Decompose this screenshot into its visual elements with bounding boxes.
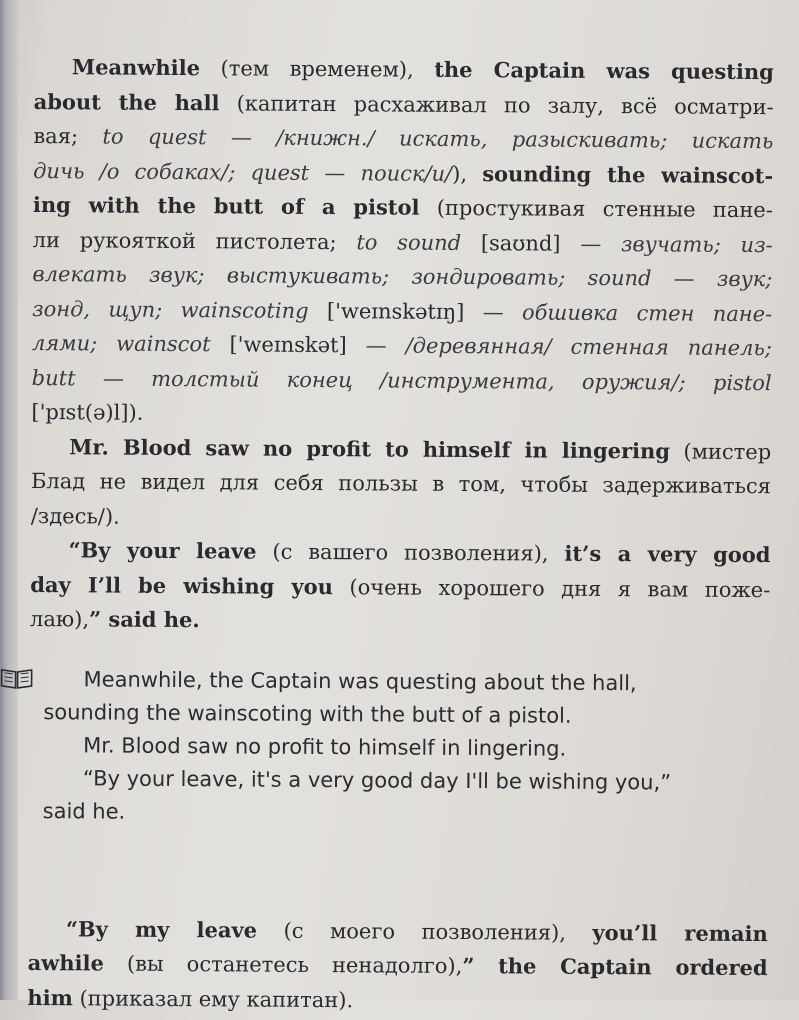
text-line [34, 84, 774, 124]
bold-phrase: awhile [27, 949, 104, 976]
paragraph-by-my-leave [27, 911, 768, 1020]
italic-gloss: butt — толстый конец /инструмента, оружия/; pistol [31, 365, 772, 395]
text-line [30, 567, 770, 607]
reading-text-block [29, 662, 770, 832]
text-line [32, 257, 772, 297]
bold-phrase: ” said he. [88, 606, 200, 633]
italic-gloss: дичь /о собаках/; quest — поиск/и/ [33, 158, 453, 186]
plain-text: (вы останетесь ненадолго), [103, 951, 463, 979]
reading-line: said he. [42, 798, 126, 824]
plain-text: [saʊnd] [461, 230, 581, 256]
text-line [27, 980, 767, 1020]
paragraph-meanwhile [31, 50, 774, 435]
bold-phrase: it’s a very good [564, 540, 771, 568]
paragraph-mr-blood [31, 429, 772, 538]
italic-gloss: — обшивка стен пане- [482, 299, 773, 326]
text-line [33, 222, 773, 262]
plain-text: ['weɪnskətɪŋ] [308, 298, 483, 324]
italic-gloss: to sound [356, 229, 462, 255]
plain-text: (капитан расхаживал по залу, всё осматри- [219, 90, 774, 119]
plain-text: /здесь/). [30, 503, 120, 529]
text-line [34, 50, 774, 90]
bold-phrase: you’ll remain [592, 919, 768, 946]
reading-line: “By your leave, it's a very good day I'll be wishing you,” [82, 765, 672, 794]
bold-phrase: Meanwhile [71, 54, 201, 81]
text-line [30, 602, 770, 642]
reading-line: sounding the wainscoting with the butt of a pistol. [43, 699, 572, 728]
plain-text: (простукивая стенные пане- [419, 195, 773, 223]
bold-phrase: “By your leave [68, 537, 257, 564]
bold-phrase: ” the Captain ordered [462, 953, 768, 981]
bold-phrase: Mr. Blood saw no profit to himself in lingering [69, 433, 671, 463]
text-line [31, 498, 771, 538]
reading-line: Meanwhile, the Captain was questing about the hall, [83, 666, 637, 695]
plain-text: ли рукояткой пистолета; [32, 227, 357, 254]
italic-gloss: лями; wainscot [31, 330, 211, 357]
text-line [32, 291, 772, 331]
text-line [32, 326, 772, 366]
bold-phrase: day I’ll be wishing you [30, 571, 334, 599]
plain-text: вая; [33, 123, 103, 149]
reading-line: Mr. Blood saw no profit to himself in lingering. [83, 732, 567, 761]
italic-gloss: to quest — /книжн./ искать, разыскивать; искать [102, 124, 774, 154]
plain-text: (с вашего позволения), [256, 539, 565, 566]
italic-gloss: — звучать; из- [580, 231, 773, 257]
italic-gloss: — /деревянная/ стенная панель; [365, 333, 773, 361]
text-line [31, 429, 771, 469]
plain-text: ['pɪst(ə)l]). [31, 399, 144, 425]
plain-text: Блад не видел для себя пользы в том, чтобы задерживаться [30, 468, 772, 499]
plain-text: (приказал ему капитан). [72, 985, 354, 1012]
bold-phrase: ing with the butt of a pistol [32, 191, 420, 220]
open-book-icon [0, 666, 34, 688]
text-line [33, 188, 773, 228]
plain-text: (очень хорошего дня я вам поже- [332, 574, 771, 602]
text-line [28, 911, 768, 951]
bold-phrase: him [27, 984, 73, 1010]
italic-gloss: зонд, щуп; wainscoting [32, 296, 309, 323]
text-line [32, 360, 772, 400]
text-line [33, 119, 773, 159]
text-line [30, 533, 770, 573]
text-line [31, 395, 771, 435]
bold-phrase: sounding the wainscot- [482, 160, 774, 188]
bold-phrase: about the hall [33, 88, 220, 115]
plain-text: лаю), [29, 606, 90, 632]
text-line [31, 464, 771, 504]
book-page [27, 50, 774, 1020]
bold-phrase: the Captain was questing [434, 56, 774, 85]
text-line [33, 153, 773, 193]
text-line [28, 946, 768, 986]
italic-gloss: влекать звук; выстукивать; зондировать; sound — звук; [32, 261, 773, 292]
plain-text: ), [452, 161, 483, 186]
bold-phrase: “By my leave [65, 915, 258, 943]
plain-text: (с моего позволения), [256, 918, 593, 945]
plain-text: (мистер [669, 438, 772, 464]
page-edge [0, 0, 18, 1000]
plain-text: (тем временем), [199, 56, 435, 82]
plain-text: ['weɪnskət] [210, 332, 366, 358]
paragraph-by-your-leave [30, 533, 771, 642]
